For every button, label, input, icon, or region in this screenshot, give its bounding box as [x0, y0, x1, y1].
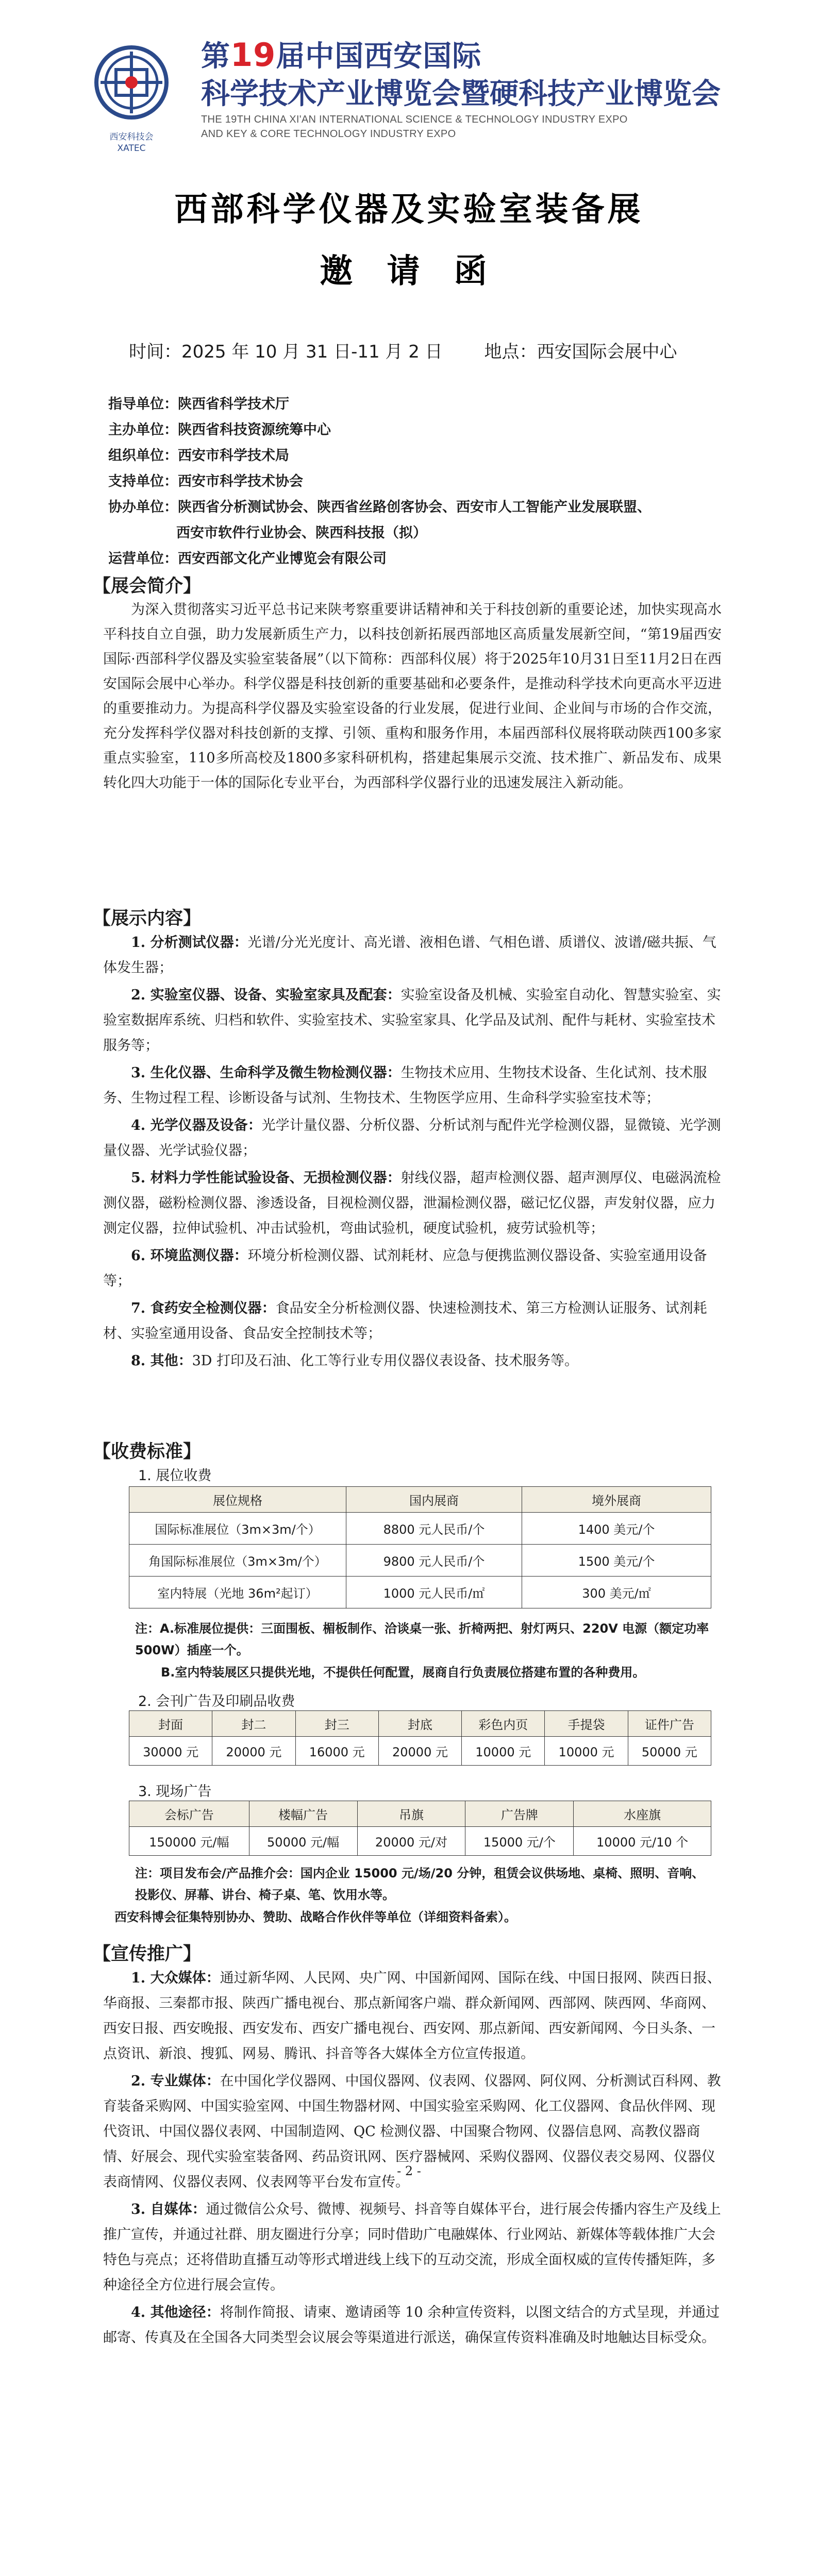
conference-note: 注：项目发布会/产品推介会：国内企业 15000 元/场/20 分钟，租赁会议供场地、桌椅、照明、音响、投影仪、屏幕、讲台、椅子桌、笔、饮用水等。	[135, 1866, 705, 1902]
booth-fee-table: 展位规格 国内展商 境外展商 国际标准展位（3m×3m/个） 8800 元人民币/个 1400 美元/个 角国际标准展位（3m×3m/个） 9800 元人民币/个 1500 美元/个 室内特展（光地 36m²起订） 1000 元人民币/㎡ 300 美元/㎡	[129, 1486, 711, 1608]
table-row: 室内特展（光地 36m²起订） 1000 元人民币/㎡ 300 美元/㎡	[129, 1577, 711, 1608]
operating-unit: 运营单位：西安西部文化产业博览会有限公司	[108, 551, 387, 567]
promotion-item: 4. 其他途径：将制作简报、请柬、邀请函等 10 余种宣传资料，以图文结合的方式呈现，并通过邮寄、传真及在全国各大同类型会议展会等渠道进行派送，确保宣传资料准确及时地触达目标受众。	[103, 2304, 720, 2346]
table-row: 角国际标准展位（3m×3m/个） 9800 元人民币/个 1500 美元/个	[129, 1545, 711, 1577]
booth-note-b: B.室内特装展区只提供光地，不提供任何配置，展商自行负责展位搭建布置的各种费用。	[161, 1665, 645, 1680]
exhibit-item: 3. 生化仪器、生命科学及微生物检测仪器：生物技术应用、生物技术设备、生化试剂、技术服务、生物过程工程、诊断设备与试剂、生物技术、生物医学应用、生命科学实验室技术等；	[103, 1065, 707, 1106]
catalog-fee-table: 封面 封二 封三 封底 彩色内页 手提袋 证件广告 30000 元 20000 元 16000 元 20000 元 10000 元 10000 元 50000 元	[129, 1710, 711, 1766]
booth-fee-title: 1. 展位收费	[138, 1468, 212, 1484]
catalog-fee-title: 2. 会刊广告及印刷品收费	[138, 1693, 295, 1709]
exhibits-list	[103, 930, 722, 1376]
organizers-block	[108, 392, 716, 572]
promotion-list	[103, 1965, 722, 2352]
promotion-item: 1. 大众媒体：通过新华网、人民网、央广网、中国新闻网、国际在线、中国日报网、陕西日报、华商报、三秦都市报、陕西广播电视台、那点新闻客户端、群众新闻网、西部网、陕西网、华商网、西安日报、西安晚报、西安发布、西安广播电视台、西安网、那点新闻、西安新闻网、今日头条、一点资讯、新浪、搜狐、网易、腾讯、抖音等各大媒体全方位宣传报道。	[103, 1970, 721, 2062]
event-time: 时间：2025 年 10 月 31 日-11 月 2 日	[129, 342, 443, 362]
onsite-ad-table: 会标广告 楼幅广告 吊旗 广告牌 水座旗 150000 元/幅 50000 元/幅 20000 元/对 15000 元/个 10000 元/10 个	[129, 1801, 711, 1856]
booth-note-a: 注：A.标准展位提供：三面围板、楣板制作、洽谈桌一张、折椅两把、射灯两只、220V 电源（额定功率 500W）插座一个。	[135, 1621, 709, 1657]
section-fees-heading: 【收费标准】	[93, 1442, 202, 1462]
exhibit-item: 6. 环境监测仪器：环境分析检测仪器、试剂耗材、应急与便携监测仪器设备、实验室通用设备等；	[103, 1248, 707, 1289]
promotion-item: 3. 自媒体：通过微信公众号、微博、视频号、抖音等自媒体平台，进行展会传播内容生产及线上推广宣传，并通过社群、朋友圈进行分享；同时借助广电融媒体、行业网站、新媒体等载体推广大会特色与亮点；还将借助直播互动等形式增进线上线下的互动交流，形成全面权威的宣传传播矩阵，多种途径全方位进行展会宣传。	[103, 2201, 721, 2293]
section-intro-text: 为深入贯彻落实习近平总书记来陕考察重要讲话精神和关于科技创新的重要论述，加快实现高水平科技自立自强，助力发展新质生产力，以科技创新拓展西部地区高质量发展新空间，“第19届西安国际·西部科学仪器及实验室装备展”（以下简称：西部科仪展）将于2025年10月31日至11月2日在西安国际会展中心举办。科学仪器是科技创新的重要基础和必要条件，是推动科学技术向更高水平迈进的重要推动力。为提高科学仪器及实验室设备的行业发展，促进行业间、企业间与市场的合作交流，充分发挥科学仪器对科技创新的支撑、引领、重构和服务作用，本届西部科仪展将联动陕西100多家重点实验室，110多所高校及1800多家科研机构，搭建起集展示交流、技术推广、新品发布、成果转化四大功能于一体的国际化专业平台，为西部科学仪器行业的迅速发展注入新动能。	[103, 602, 722, 791]
expo-header	[93, 31, 737, 160]
organizing-unit: 组织单位：西安市科学技术局	[108, 448, 289, 464]
host-unit: 主办单位：陕西省科技资源统筹中心	[108, 422, 331, 438]
exhibit-item: 4. 光学仪器及设备：光学计量仪器、分析仪器、分析试剂与配件光学检测仪器，显微镜、光学测量仪器、光学试验仪器；	[103, 1117, 721, 1159]
expo-title-line2: 科学技术产业博览会暨硬科技产业博览会	[201, 77, 721, 111]
event-place: 地点：西安国际会展中心	[484, 342, 677, 362]
co-organizers: 协办单位：陕西省分析测试协会、陕西省丝路创客协会、西安市人工智能产业发展联盟、 西安市软件行业协会、陕西科技报（拟）	[108, 499, 651, 541]
exhibit-item: 1. 分析测试仪器：光谱/分光光度计、高光谱、液相色谱、气相色谱、质谱仪、波谱/磁共振、气体发生器；	[103, 935, 716, 976]
promotion-item: 2. 专业媒体：在中国化学仪器网、中国仪器网、仪表网、仪器网、阿仪网、分析测试百科网、教育装备采购网、中国实验室网、中国生物器材网、中国实验室采购网、化工仪器网、食品伙伴网、现代资讯、中国仪器仪表网、中国制造网、QC 检测仪器、中国聚合物网、仪器信息网、高教仪器商情、好展会、现代实验室装备网、药品资讯网、医疗器械网、采购仪器网、仪器仪表交易网、仪器仪表商情网、仪器仪表网、仪表网等平台发布宣传。	[103, 2073, 721, 2190]
table-row: 150000 元/幅 50000 元/幅 20000 元/对 15000 元/个 10000 元/10 个	[129, 1827, 711, 1856]
logo-caption: 西安科技会 XATEC	[109, 132, 154, 154]
exhibit-item: 8. 其他：3D 打印及石油、化工等行业专用仪器仪表设备、技术服务等。	[131, 1353, 579, 1369]
exhibit-item: 7. 食药安全检测仪器：食品安全分析检测仪器、快速检测技术、第三方检测认证服务、试剂耗材、实验室通用设备、食品安全控制技术等；	[103, 1300, 707, 1342]
section-exhibits-heading: 【展示内容】	[93, 908, 202, 929]
exhibit-item: 2. 实验室仪器、设备、实验室家具及配套：实验室设备及机械、实验室自动化、智慧实验室、实验室数据库系统、归档和软件、实验室技术、实验室家具、化学品及试剂、配件与耗材、实验室技术服务等；	[103, 987, 721, 1054]
time-place-row	[129, 337, 713, 363]
table-row: 30000 元 20000 元 16000 元 20000 元 10000 元 10000 元 50000 元	[129, 1737, 711, 1766]
expo-english-title: THE 19TH CHINA XI'AN INTERNATIONAL SCIENCE & TECHNOLOGY INDUSTRY EXPO AND KEY & CORE TECHNOLOGY INDUSTRY EXPO	[201, 114, 628, 140]
exhibit-item: 5. 材料力学性能试验设备、无损检测仪器：射线仪器，超声检测仪器、超声测厚仪、电磁涡流检测仪器，磁粉检测仪器、渗透设备，目视检测仪器，泄漏检测仪器，磁记忆仪器，声发射仪器，应力测定仪器，拉伸试验机、冲击试验机，弯曲试验机，硬度试验机，疲劳试验机等；	[103, 1170, 721, 1236]
document-title: 西部科学仪器及实验室装备展	[174, 190, 644, 229]
expo-title-line1: 第19届中国西安国际	[201, 36, 482, 74]
section-intro-heading: 【展会简介】	[93, 576, 202, 597]
support-unit: 支持单位：西安市科学技术协会	[108, 473, 303, 489]
expo-logo-icon	[93, 36, 170, 139]
section-promotion-heading: 【宣传推广】	[93, 1944, 202, 1964]
sponsor-note: 西安科博会征集特别协办、赞助、战略合作伙伴等单位（详细资料备索）。	[114, 1910, 516, 1924]
table-row: 国际标准展位（3m×3m/个） 8800 元人民币/个 1400 美元/个	[129, 1513, 711, 1545]
page-number-2: - 2 -	[397, 2164, 421, 2178]
guide-unit: 指导单位：陕西省科学技术厅	[108, 396, 289, 412]
document-subtitle: 邀 请 函	[320, 252, 498, 291]
onsite-ad-title: 3. 现场广告	[138, 1784, 212, 1800]
